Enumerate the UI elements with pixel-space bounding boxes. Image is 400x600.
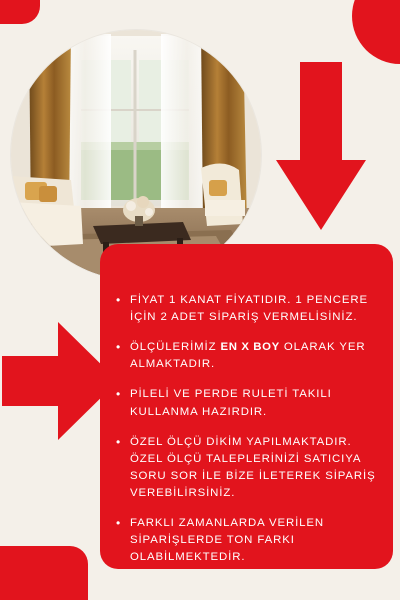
info-item-text: PİLELİ VE PERDE RULETİ TAKILI KULLANMA HAZIRDIR. [130,388,332,418]
bullet-icon: • [116,516,122,531]
bullet-icon: • [116,387,122,402]
info-item-text-start: ÖLÇÜLERİMİZ [130,341,221,354]
bottom-left-corner-shape [0,546,88,600]
info-item-text: ÖZEL ÖLÇÜ DİKİM YAPILMAKTADIR. ÖZEL ÖLÇÜ TALEPLERİNİZİ SATICIYA SORU SOR İLE BİZE İLETEREK SİPARİŞ VEREBİLİRSİNİZ. [130,435,376,499]
info-item-dimensions [116,339,377,373]
arrow-down-icon [276,62,366,230]
living-room-curtain-photo [11,30,261,280]
bullet-icon: • [116,434,122,449]
info-item-text [130,339,377,373]
info-item-ready [116,386,377,420]
info-item-price [116,292,377,326]
info-card [100,244,393,569]
bullet-icon: • [116,293,122,307]
top-left-corner-shape [0,0,40,24]
info-item-custom-size [116,434,377,502]
info-item-text: FARKLI ZAMANLARDA VERİLEN SİPARİŞLERDE TON FARKI OLABİLMEKTEDİR. [130,517,325,564]
info-item-text-end: OLARAK YER ALMAKTADIR. [130,341,366,371]
info-list [116,292,377,566]
bullet-icon: • [116,340,122,355]
info-item-text: FİYAT 1 KANAT FİYATIDIR. 1 PENCERE İÇİN 2 ADET SİPARİŞ VERMELİSİNİZ. [130,294,368,324]
info-item-text-bold: EN X BOY [220,341,280,354]
info-item-tone [116,515,377,566]
top-right-corner-circle [352,0,400,64]
